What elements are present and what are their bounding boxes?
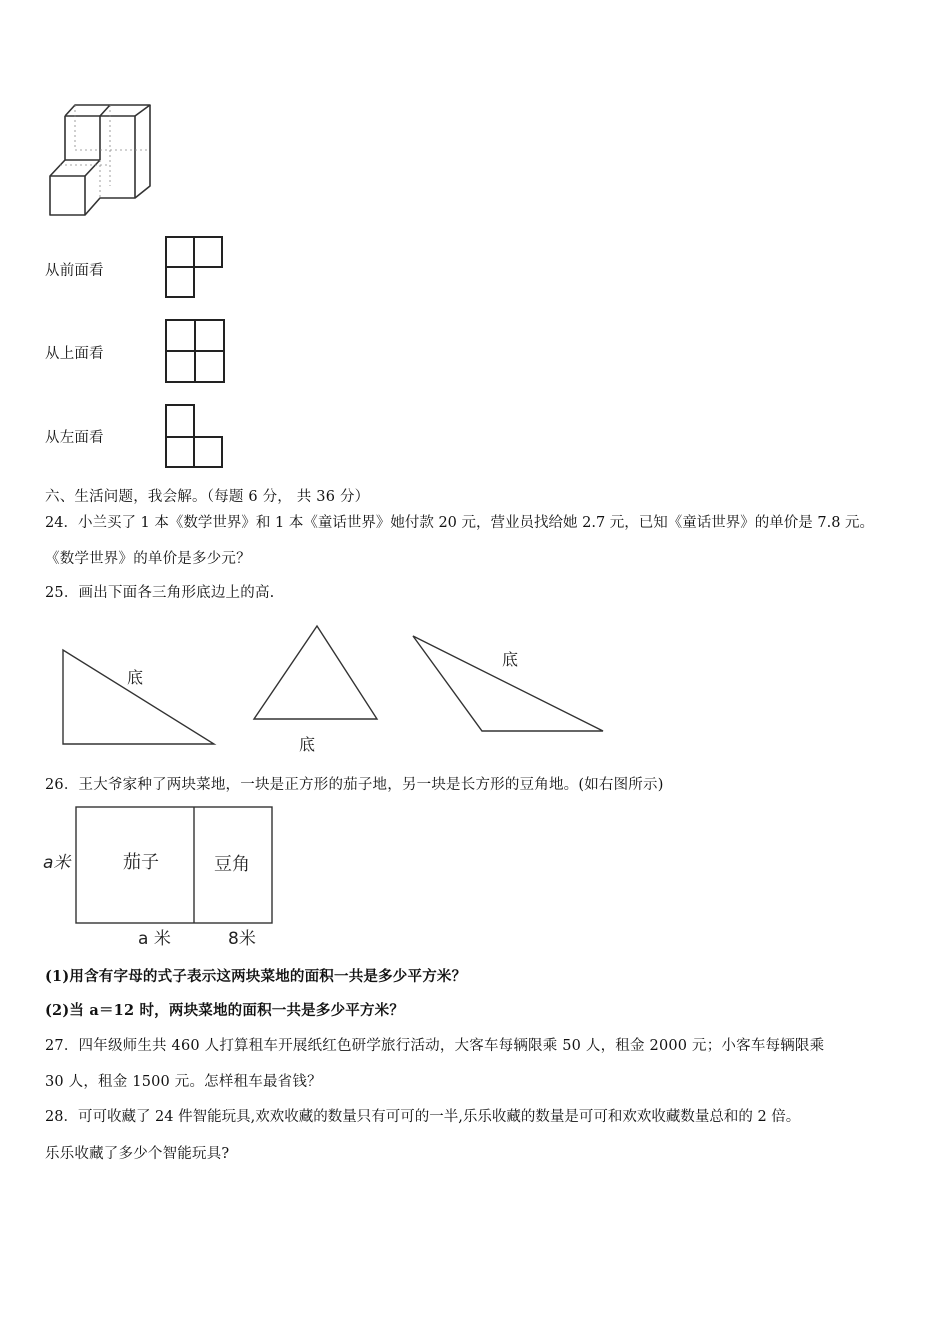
front-view-figure: [162, 234, 226, 300]
triangle-acute: [254, 626, 377, 719]
side-label: a米: [43, 853, 71, 873]
question-28-line2: 乐乐收藏了多少个智能玩具?: [45, 1146, 230, 1162]
top-view-label: 从上面看: [45, 346, 104, 362]
question-25-text: 25．画出下面各三角形底边上的高.: [45, 585, 275, 601]
question-26-text: 26．王大爷家种了两块菜地，一块是正方形的茄子地，另一块是长方形的豆角地。(如右图所示): [45, 777, 664, 793]
base-label-2: 底: [299, 735, 316, 754]
question-27-line2: 30 人，租金 1500 元。怎样租车最省钱？: [45, 1074, 322, 1090]
question-27-line1: 27．四年级师生共 460 人打算租车开展纸红色研学旅行活动，大客车每辆限乘 50 人，租金 2000 元；小客车每辆限乘: [45, 1038, 825, 1054]
bottom-label-8: 8米: [228, 929, 256, 949]
field-beans: 豆角: [214, 854, 250, 875]
front-view-label: 从前面看: [45, 263, 104, 279]
base-label-3: 底: [502, 650, 519, 669]
left-view-label: 从左面看: [45, 430, 104, 446]
question-26-sub1: (1)用含有字母的式子表示这两块菜地的面积一共是多少平方米？: [45, 968, 467, 985]
question-24-line1: 24．小兰买了 1 本《数学世界》和 1 本《童话世界》她付款 20 元，营业员找给她 2.7 元，已知《童话世界》的单价是 7.8 元。: [45, 515, 875, 531]
question-26-sub2: (2)当 a＝12 时，两块菜地的面积一共是多少平方米？: [45, 1002, 405, 1019]
triangle-right: [63, 650, 214, 744]
field-eggplant: 茄子: [123, 852, 159, 873]
cube-solid-figure: [40, 98, 165, 220]
vegetable-field-figure: [40, 802, 280, 950]
top-view-figure: [162, 317, 228, 385]
question-24-line2: 《数学世界》的单价是多少元？: [45, 551, 251, 567]
question-28-line1: 28．可可收藏了 24 件智能玩具,欢欢收藏的数量只有可可的一半,乐乐收藏的数量是可可和欢欢收藏数量总和的 2 倍。: [45, 1109, 801, 1125]
left-view-figure: [162, 402, 226, 470]
section-heading: 六、生活问题，我会解。（每题 6 分， 共 36 分）: [45, 489, 370, 505]
bottom-label-a: a 米: [138, 929, 171, 949]
base-label-1: 底: [127, 668, 144, 687]
triangles-figure: [55, 618, 615, 758]
